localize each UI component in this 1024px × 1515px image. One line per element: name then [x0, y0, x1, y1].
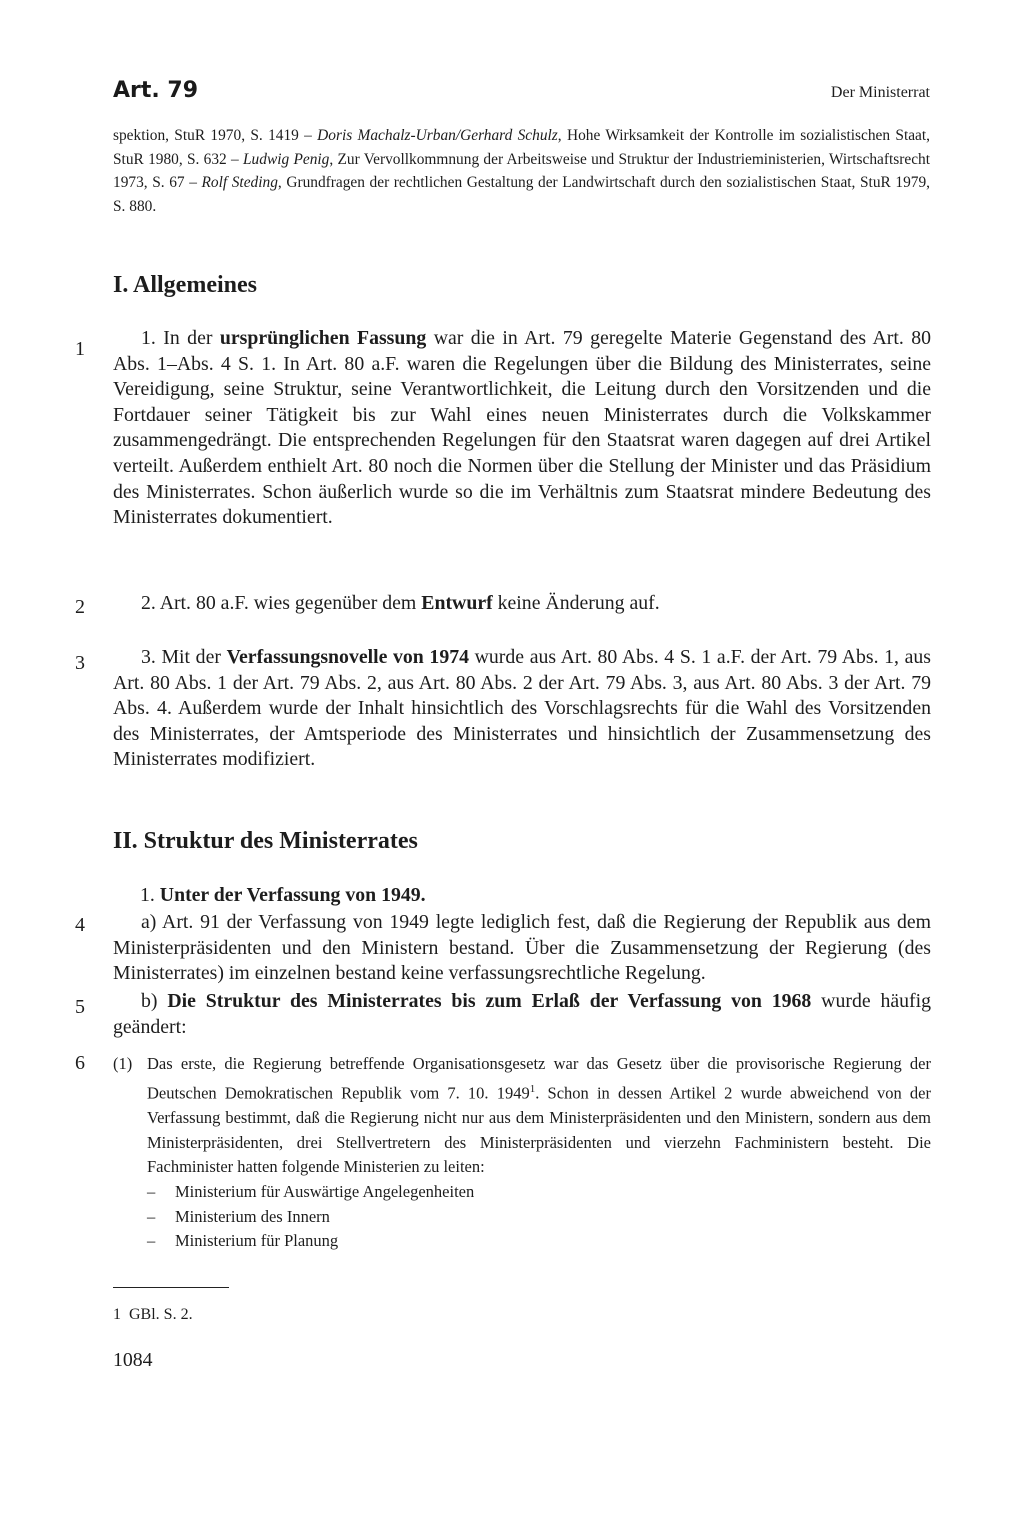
footnote-reference: 1 [529, 1082, 536, 1095]
author-name: Ludwig Penig [243, 150, 330, 168]
subsection-heading: 1. Unter der Verfassung von 1949. [140, 884, 426, 906]
author-name: Rolf Steding [201, 174, 278, 192]
margin-number: 5 [75, 996, 85, 1018]
margin-number: 2 [75, 596, 85, 618]
footnote [113, 1306, 193, 1324]
literature-references: spektion, StuR 1970, S. 1419 – Doris Machalz-Urban/Gerhard Schulz, Hohe Wirksamkeit der Kontrolle im sozialistischen Staat, StuR 1980, S. 632 – Ludwig Penig, Zur Vervollkommnung der Arbeitsweise und Struktur der Industrieministerien, Wirtschaftsrecht 1973, S. 67 – Rolf Steding, Grundfragen der rechtlichen Gestaltung der Landwirtschaft durch den sozialistischen Staat, StuR 1979, S. 880. [113, 127, 931, 215]
ministry-list [147, 1180, 931, 1254]
paragraph-5: b) Die Struktur des Ministerrates bis zum Erlaß der Verfassung von 1968 wurde häufig geändert: [113, 990, 931, 1038]
list-item: – Ministerium für Planung [147, 1231, 339, 1251]
list-item: – Ministerium des Innern [147, 1206, 330, 1226]
running-head: Der Ministerrat [830, 84, 930, 101]
paragraph-3: 3. Mit der Verfassungsnovelle von 1974 wurde aus Art. 80 Abs. 4 S. 1 a.F. der Art. 79 Abs. 1, aus Art. 80 Abs. 1 der Art. 79 Abs. 2, aus Art. 80 Abs. 2 der Art. 79 Abs. 3, aus Art. 80 Abs. 3 der Art. 79 Abs. 4. Außerdem wurde der Inhalt hinsichtlich des Vorschlagsrechts für die Wahl des Vorsitzenden des Ministerrates, der Amtsperiode des Ministerrates und hinsichtlich der Zusammensetzung des Ministerrates modifiziert. [113, 646, 931, 771]
paragraph-6-body: Das erste, die Regierung betreffende Organisationsgesetz war das Gesetz über die provisorische Regierung der Deutschen Demokratischen Republik vom 7. 10. 1949$^1$. Schon in dessen Artikel 2 wurde abweichend von der Verfassung bestimmt, daß die Regierung nicht nur aus dem Ministerpräsidenten und den Ministern, sondern aus dem Ministerpräsidenten, drei Stellvertretern des Ministerpräsidenten und vierzehn Fachministern besteht. Die Fachminister hatten folgende Ministerien zu leiten: – Ministerium für Auswärtige Angelegenheiten – Ministerium des Innern – Ministerium für Planung [147, 1052, 931, 1254]
list-item: – Ministerium für Auswärtige Angelegenheiten [147, 1182, 475, 1202]
paragraph-4: a) Art. 91 der Verfassung von 1949 legte lediglich fest, daß die Regierung der Republik aus dem Ministerpräsidenten und den Ministern bestand. Über die Zusammensetzung der Regierung (des Ministerrates) im einzelnen bestand keine verfassungsrechtliche Regelung. [113, 911, 931, 985]
paragraph-1: 1. In der ursprünglichen Fassung war die in Art. 79 geregelte Materie Gegenstand des Art. 80 Abs. 1–Abs. 4 S. 1. In Art. 80 a.F. waren die Regelungen über die Bildung des Ministerrates, seine Vereidigung, seine Struktur, seine Verantwortlichkeit, die Leitung durch den Vorsitzenden und die Fortdauer seiner Tätigkeit bis zur Wahl eines neuen Ministerrates durch die Volkskammer zusammengedrängt. Die entsprechenden Regelungen für den Staatsrat waren dagegen auf drei Artikel verteilt. Außerdem enthielt Art. 80 noch die Normen über die Stellung der Minister und das Präsidium des Ministerrates. Schon äußerlich wurde so die im Verhältnis zum Staatsrat mindere Bedeutung des Ministerrates dokumentiert. [113, 327, 931, 529]
section-heading-struktur: II. Struktur des Ministerrates [113, 828, 418, 854]
footnote-number: 1 [113, 1306, 121, 1323]
margin-number: 4 [75, 914, 85, 936]
margin-number: 6 [75, 1052, 85, 1074]
paragraph-6 [113, 1052, 931, 1254]
enumeration-label: (1) [113, 1054, 133, 1073]
paragraph-2: 2. Art. 80 a.F. wies gegenüber dem Entwurf keine Änderung auf. [141, 592, 660, 614]
author-name: Doris Machalz-Urban/Gerhard Schulz [317, 127, 558, 144]
page-number: 1084 [113, 1349, 153, 1371]
section-heading-allgemeines: I. Allgemeines [113, 272, 257, 298]
margin-number: 1 [75, 338, 85, 360]
footnote-divider [113, 1287, 229, 1288]
margin-number: 3 [75, 652, 85, 674]
article-label: Art. 79 [113, 78, 199, 103]
footnote-text: GBl. S. 2. [129, 1306, 193, 1323]
